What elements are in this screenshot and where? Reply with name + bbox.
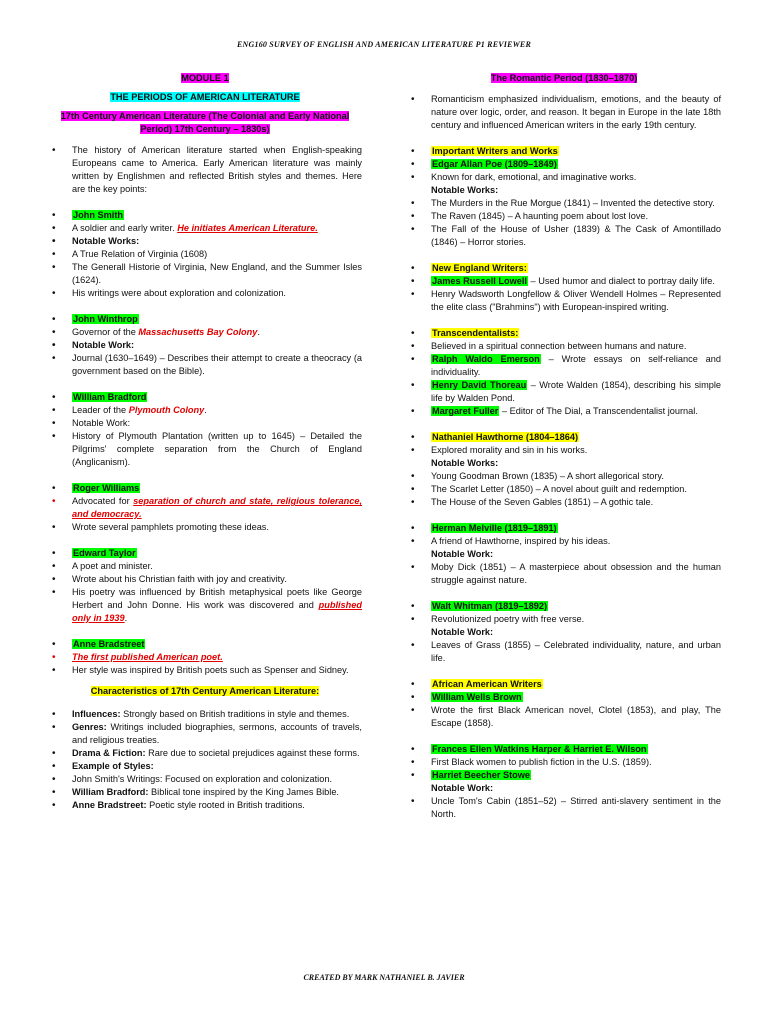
list-item: Notable Work: [431, 549, 494, 559]
list-item: • African American Writers [407, 678, 721, 691]
list-item: • Nathaniel Hawthorne (1804–1864) [407, 431, 721, 444]
list-item: • Herman Melville (1819–1891) [407, 522, 721, 535]
list-item: • William Bradford: Biblical tone inspired by the King James Bible. [48, 786, 362, 799]
list-item: • Edgar Allan Poe (1809–1849) [407, 158, 721, 171]
list-item: • Moby Dick (1851) – A masterpiece about obsession and the human struggle against nature. [407, 561, 721, 587]
list-item: • A soldier and early writer. He initiates American Literature. [48, 222, 362, 235]
harper-stowe-section [407, 743, 721, 821]
document-header: ENG160 SURVEY OF ENGLISH AND AMERICAN LITERATURE P1 REVIEWER [237, 40, 531, 49]
list-item: • The House of the Seven Gables (1851) – A gothic tale. [407, 496, 721, 509]
list-item: • Leader of the Plymouth Colony. [48, 404, 362, 417]
list-item: • Roger Williams [48, 482, 362, 495]
new-england-section [407, 262, 721, 314]
transcendentalists-section [407, 327, 721, 418]
list-item: • Wrote several pamphlets promoting these ideas. [48, 521, 362, 534]
list-item: • Frances Ellen Watkins Harper & Harriet E. Wilson [407, 743, 721, 756]
poe-section [407, 145, 721, 249]
list-item: • History of Plymouth Plantation (written up to 1645) – Detailed the Pilgrims' complete separation from the Church of England (Anglicanism). [48, 430, 362, 469]
section-title: 17th Century American Literature (The Colonial and Early National Period) 17th Century – 1830s) [60, 111, 350, 134]
john-smith-section [48, 209, 362, 300]
characteristics-list [48, 708, 362, 812]
list-item: • Transcendentalists: [407, 327, 721, 340]
list-item: • Henry Wadsworth Longfellow & Oliver Wendell Holmes – Represented the elite class ("Brahmins") with European-inspired writing. [407, 288, 721, 314]
list-item: • New England Writers: [407, 262, 721, 275]
roger-williams-section [48, 482, 362, 534]
african-american-section [407, 678, 721, 730]
list-item: • Believed in a spiritual connection between humans and nature. [407, 340, 721, 353]
list-item: • Example of Styles: [48, 760, 362, 773]
list-item: • Notable Work: [48, 339, 362, 352]
list-item: • Important Writers and Works [407, 145, 721, 158]
list-item: • A True Relation of Virginia (1608) [48, 248, 362, 261]
whitman-section [407, 600, 721, 665]
characteristics-title: Characteristics of 17th Century American Literature: [90, 686, 320, 696]
list-item: • William Bradford [48, 391, 362, 404]
list-item: • Margaret Fuller – Editor of The Dial, a Transcendentalist journal. [407, 405, 721, 418]
list-item: • First Black women to publish fiction in the U.S. (1859). [407, 756, 721, 769]
list-item: • James Russell Lowell – Used humor and dialect to portray daily life. [407, 275, 721, 288]
left-column [48, 72, 362, 812]
list-item: • Advocated for separation of church and state, religious tolerance, and democracy. [48, 495, 362, 521]
list-item: • Journal (1630–1649) – Describes their attempt to create a theocracy (a government based on the Bible). [48, 352, 362, 378]
list-item: • John Smith's Writings: Focused on exploration and colonization. [48, 773, 362, 786]
list-item: • His writings were about exploration and colonization. [48, 287, 362, 300]
hawthorne-section [407, 431, 721, 509]
list-item: • Anne Bradstreet: Poetic style rooted in British traditions. [48, 799, 362, 812]
periods-title: THE PERIODS OF AMERICAN LITERATURE [110, 92, 300, 102]
intro-list [48, 144, 362, 196]
romantic-intro-list [407, 93, 721, 132]
romantic-period-title: The Romantic Period (1830–1870) [490, 73, 638, 83]
list-item: • Genres: Writings included biographies, sermons, accounts of travels, and religious treaties. [48, 721, 362, 747]
list-item: • John Winthrop [48, 313, 362, 326]
list-item: • Ralph Waldo Emerson – Wrote essays on self-reliance and individuality. [407, 353, 721, 379]
list-item: Notable Work: [431, 783, 494, 793]
romantic-intro: • Romanticism emphasized individualism, emotions, and the beauty of nature over logic, order, and reason. It began in Europe in the late 18th century and influenced American writers in the early 19th century. [407, 93, 721, 132]
module-title: MODULE 1 [181, 73, 229, 83]
melville-section [407, 522, 721, 587]
list-item: • Leaves of Grass (1855) – Celebrated individuality, nature, and urban life. [407, 639, 721, 665]
list-item: • Young Goodman Brown (1835) – A short allegorical story. [407, 470, 721, 483]
list-item: • Influences: Strongly based on British traditions in style and themes. [48, 708, 362, 721]
list-item: Notable Work: [431, 627, 494, 637]
right-column [407, 72, 721, 821]
john-winthrop-section [48, 313, 362, 378]
document-footer: CREATED BY MARK NATHANIEL B. JAVIER [303, 973, 465, 982]
list-item: • The Murders in the Rue Morgue (1841) – Invented the detective story. [407, 197, 721, 210]
list-item: • The first published American poet. [48, 651, 362, 664]
list-item: • Wrote about his Christian faith with joy and creativity. [48, 573, 362, 586]
list-item: • Revolutionized poetry with free verse. [407, 613, 721, 626]
list-item: • His poetry was influenced by British metaphysical poets like George Herbert and John Donne. His work was discovered and published only in 1939. [48, 586, 362, 625]
list-item: • The Generall Historie of Virginia, New England, and the Summer Isles (1624). [48, 261, 362, 287]
list-item: • The Scarlet Letter (1850) – A novel about guilt and redemption. [407, 483, 721, 496]
list-item: • Governor of the Massachusetts Bay Colony. [48, 326, 362, 339]
list-item: • Walt Whitman (1819–1892) [407, 600, 721, 613]
list-item: • Explored morality and sin in his works. [407, 444, 721, 457]
list-item: • The Fall of the House of Usher (1839) & The Cask of Amontillado (1846) – Horror stories. [407, 223, 721, 249]
list-item: • Anne Bradstreet [48, 638, 362, 651]
list-item: • Wrote the first Black American novel, Clotel (1853), and play, The Escape (1858). [407, 704, 721, 730]
list-item: • William Wells Brown [407, 691, 721, 704]
list-item: Notable Works: [431, 185, 499, 195]
intro-text: • The history of American literature started when English-speaking Europeans came to America. Early American literature was mainly written by Englishmen and reflected British styles and themes. Here are the key points: [48, 144, 362, 196]
list-item: • Uncle Tom's Cabin (1851–52) – Stirred anti-slavery sentiment in the North. [407, 795, 721, 821]
list-item: • Henry David Thoreau – Wrote Walden (1854), describing his simple life by Walden Pond. [407, 379, 721, 405]
william-bradford-section [48, 391, 362, 469]
list-item: • Known for dark, emotional, and imaginative works. [407, 171, 721, 184]
list-item: • Notable Works: [48, 235, 362, 248]
list-item: • Notable Work: [48, 417, 362, 430]
list-item: • Edward Taylor [48, 547, 362, 560]
list-item: • Her style was inspired by British poets such as Spenser and Sidney. [48, 664, 362, 677]
list-item: • John Smith [48, 209, 362, 222]
list-item: • A poet and minister. [48, 560, 362, 573]
list-item: • Harriet Beecher Stowe [407, 769, 721, 782]
list-item: • Drama & Fiction: Rare due to societal prejudices against these forms. [48, 747, 362, 760]
list-item: Notable Works: [431, 458, 499, 468]
anne-bradstreet-section [48, 638, 362, 677]
list-item: • The Raven (1845) – A haunting poem about lost love. [407, 210, 721, 223]
list-item: • A friend of Hawthorne, inspired by his ideas. [407, 535, 721, 548]
edward-taylor-section [48, 547, 362, 625]
